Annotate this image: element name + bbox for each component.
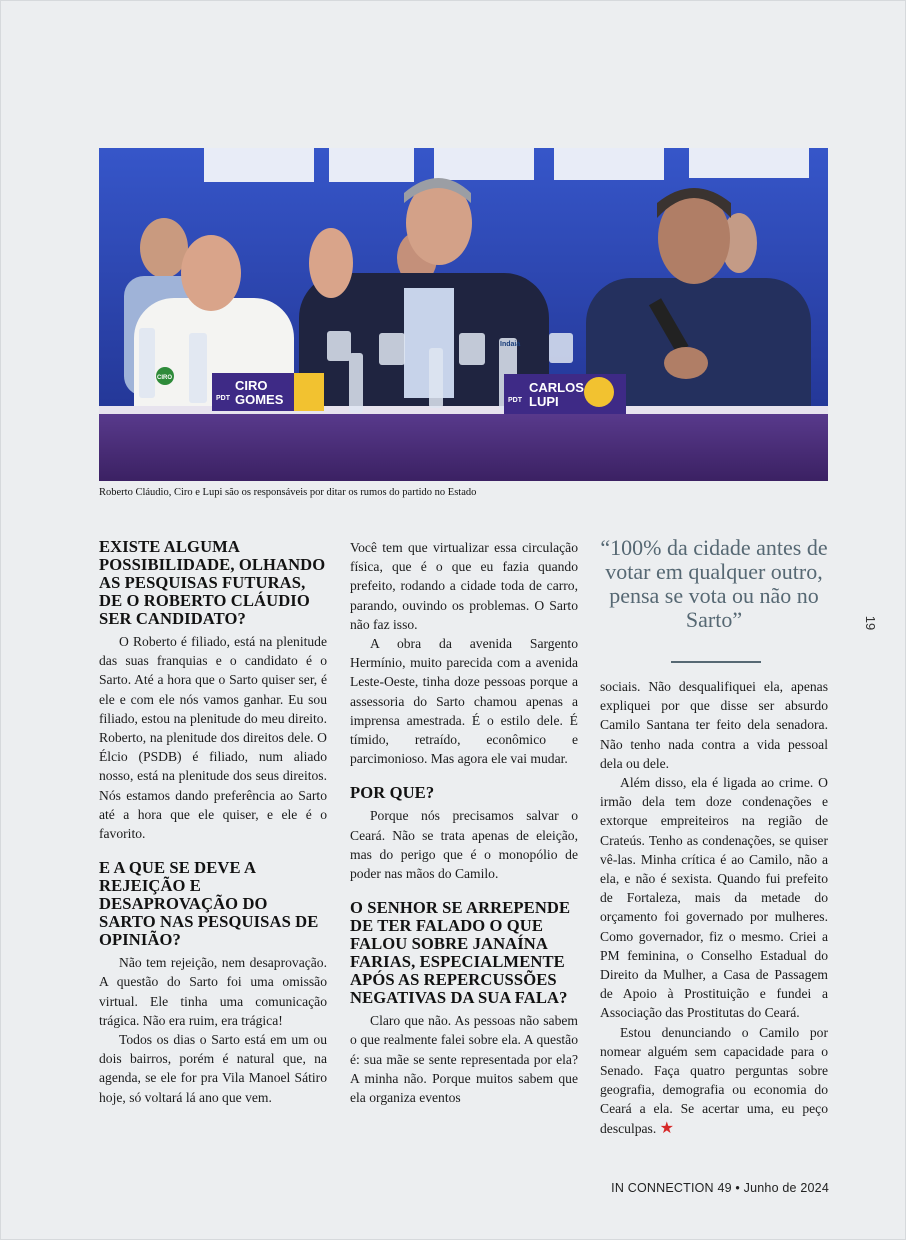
nameplate-left-line2: GOMES (235, 392, 284, 407)
nameplate-right-logo: PDT (508, 397, 522, 404)
answer-paragraph: sociais. Não desqualifiquei ela, apenas expliquei por que disse ser absurdo Camilo Santana ter feito dela senadora. Não tenho nada contra a vida pessoal dela ou dele. (600, 679, 828, 771)
pull-quote: “100% da cidade antes de votar em qualquer outro, pensa se vota ou não no Sarto” (600, 535, 828, 632)
answer-paragraph: Você tem que virtualizar essa circulação física, que é o que eu fazia quando prefeito, rodando a cidade toda de carro, parando, ouvindo os problemas. O Sarto não faz isso. (350, 540, 578, 632)
question-heading: E A QUE SE DEVE A REJEIÇÃO E DESAPROVAÇÃO DO SARTO NAS PESQUISAS DE OPINIÃO? (99, 858, 319, 950)
page-number: 19 (863, 615, 878, 631)
page-footer: IN CONNECTION 49 • Junho de 2024 (611, 1181, 829, 1195)
bottle-label: Indaiá (500, 341, 521, 348)
end-star-icon: ★ (659, 1119, 674, 1137)
answer-paragraph (600, 1023, 828, 1138)
event-photo (99, 148, 828, 481)
question-heading: EXISTE ALGUMA POSSIBILIDADE, OLHANDO AS PESQUISAS FUTURAS, DE O ROBERTO CLÁUDIO SER CANDIDATO? (99, 537, 326, 628)
answer-paragraph: Todos os dias o Sarto está em um ou dois bairros, porém é natural que, na agenda, se ele for pra Vila Manoel Sátiro hoje, só voltará lá ano que vem. (99, 1032, 327, 1105)
column-2 (350, 538, 578, 1107)
answer-paragraph: O Roberto é filiado, está na plenitude das suas franquias e o candidato é o Sarto. Até a hora que o Sarto quiser ser, é ele e com ele nós vamos ganhar. Eu sou filiado, estou na plenitude do meu direito. Roberto, na plenitude dos direitos dele. O Élcio (PSDB) é filiado, num aliado nosso, está na plenitude dos seus direitos. Nós estamos dando preferência ao Sarto até a hora que ele quiser, e ele é o favorito. (99, 634, 327, 842)
answer-paragraph: Porque nós precisamos salvar o Ceará. Não se trata apenas de eleição, mas do perigo que é o monopólio de poder nas mãos do Camilo. (350, 808, 578, 882)
answer-paragraph: Claro que não. As pessoas não sabem o que realmente falei sobre ela. A questão é: sua mãe se sente representada por ela? A minha não. Porque muitos sabem que ela organiza eventos (350, 1013, 578, 1106)
answer-paragraph-text: Estou denunciando o Camilo por nomear alguém sem capacidade para o Senado. Faça quatro perguntas sobre geografia, demografia ou economia do Ceará a ela. Se acertar uma, eu peço desculpas. (600, 1024, 828, 1136)
nameplate-left-line1: CIRO (235, 378, 268, 393)
nameplate-right-line1: CARLOS (529, 380, 584, 395)
nameplate-right-line2: LUPI (529, 394, 559, 409)
event-photo-illustration (99, 148, 828, 481)
question-heading: O SENHOR SE ARREPENDE DE TER FALADO O QUE FALOU SOBRE JANAÍNA FARIAS, ESPECIALMENTE APÓS AS REPERCUSSÕES NEGATIVAS DA SUA FALA? (350, 898, 571, 1008)
nameplate-left-logo: PDT (216, 395, 230, 402)
question-heading: POR QUE? (350, 783, 435, 803)
column-1 (99, 538, 327, 1107)
answer-paragraph: A obra da avenida Sargento Hermínio, muito parecida com a avenida Leste-Oeste, tinha doze pessoas porque a assessoria do Sarto chamou apenas a imprensa amestrada. É o estilo dele. É tímido, retraído, econômico e parcimonioso. Mas agora ele vai mudar. (350, 636, 578, 767)
photo-caption: Roberto Cláudio, Ciro e Lupi são os responsáveis por ditar os rumos do partido no Estado (99, 487, 477, 498)
answer-paragraph: Além disso, ela é ligada ao crime. O irmão dela tem doze condenações e extorque empreiteiros na região de Crateús. Tenho as condenações, se quiser vê-las. Minha crítica é ao Camilo, não a ela, e não é sexista. Quando fui prefeito de Fortaleza, mais da metade do orçamento foi governado por mulheres. Como governador, fiz o mesmo. Criei a PM feminina, o Conselho Estadual do Direito da Mulher, a Casa de Passagem de Apoio à Prostituição e fundei a Associação das Prostitutas do Ceará. (600, 775, 828, 1021)
campaign-badge: CIRO (157, 375, 172, 381)
pull-quote-rule (671, 661, 761, 663)
column-3 (600, 677, 828, 1138)
answer-paragraph: Não tem rejeição, nem desaprovação. A questão do Sarto foi uma omissão virtual. Ele tinha uma comunicação trágica. Não era ruim, era trágica! (99, 955, 327, 1028)
